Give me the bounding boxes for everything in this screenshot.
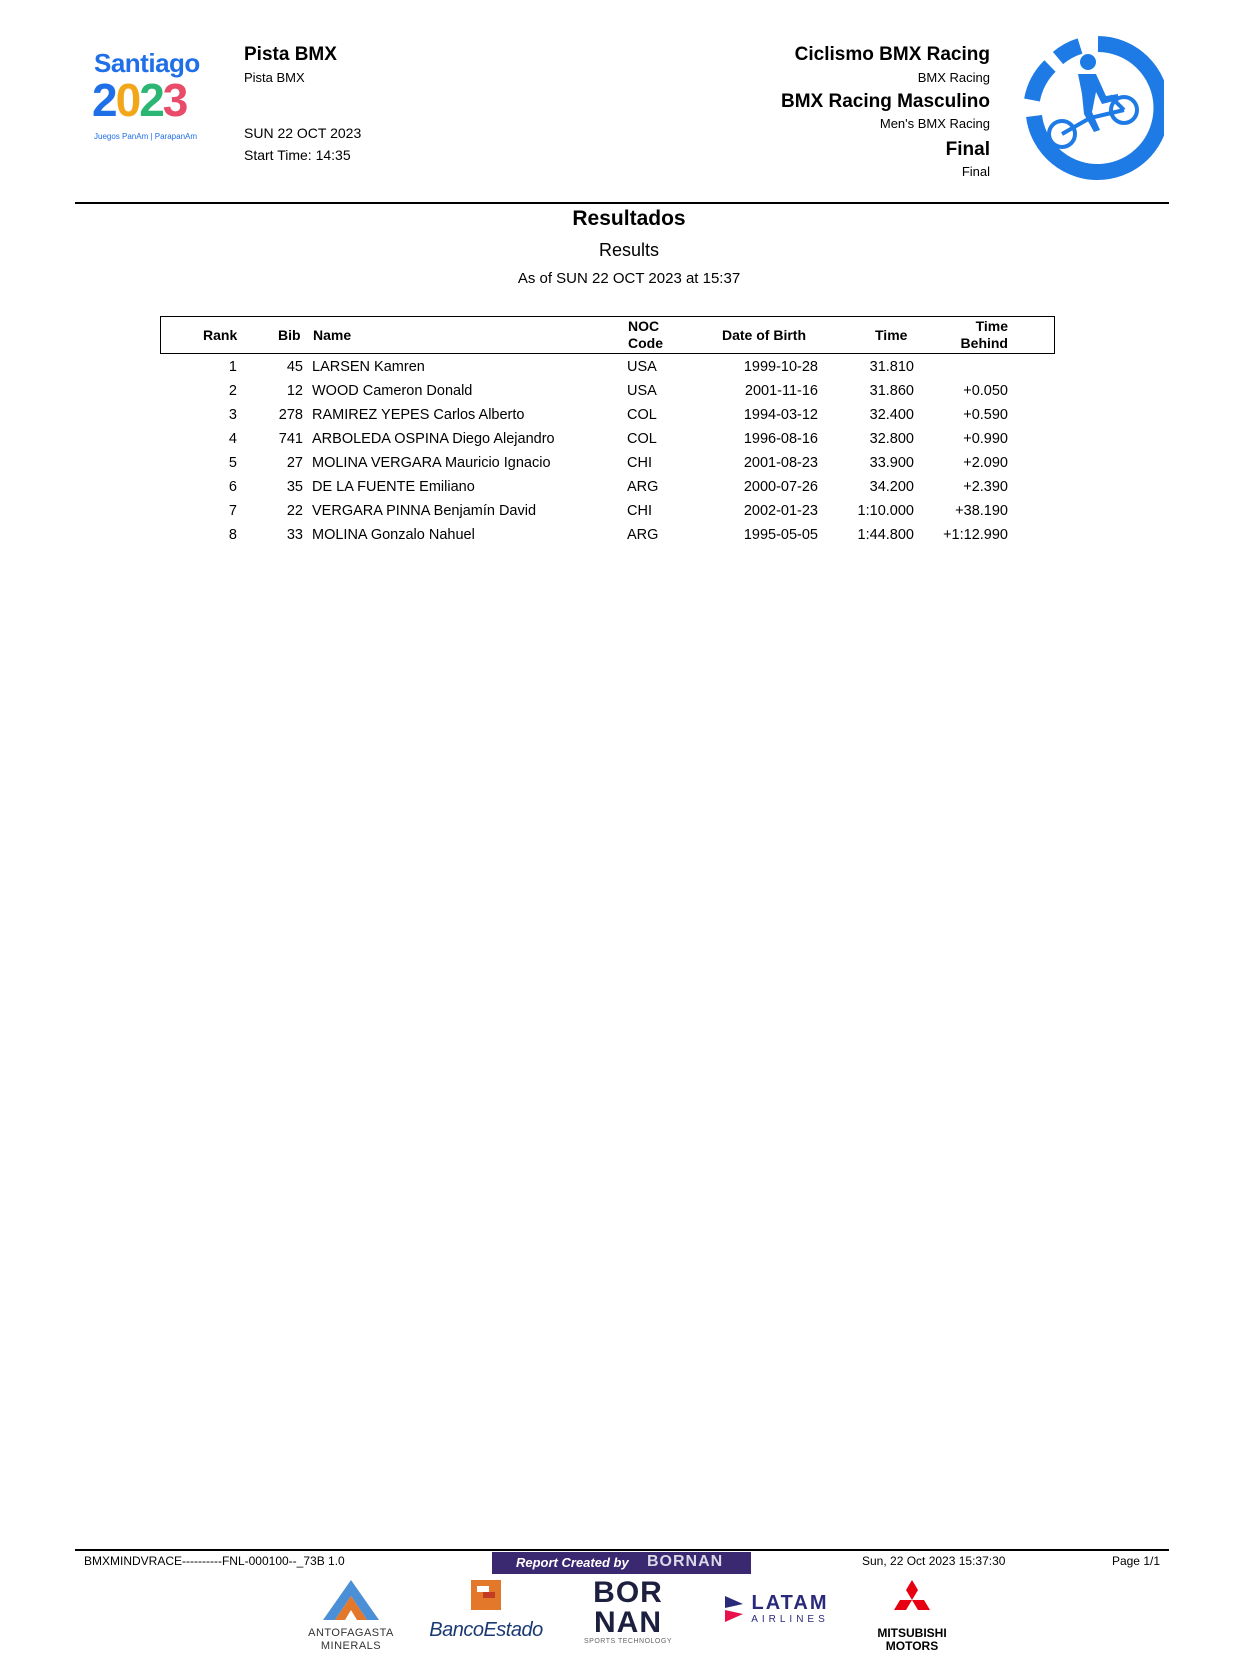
table-row (160, 404, 1055, 428)
discipline-subtitle: BMX Racing (917, 70, 990, 85)
header-divider (75, 202, 1169, 204)
cell-bib: 33 (286, 527, 303, 543)
cell-behind: +0.590 (963, 407, 1008, 423)
cell-behind: +0.990 (963, 431, 1008, 447)
col-header-noc-line2: Code (628, 335, 663, 351)
cell-name: MOLINA VERGARA Mauricio Ignacio (312, 455, 551, 471)
cell-name: RAMIREZ YEPES Carlos Alberto (312, 407, 525, 423)
cell-rank: 2 (228, 383, 237, 399)
cell-time: 34.200 (869, 479, 914, 495)
report-created-by-label: Report Created by (516, 1555, 629, 1570)
col-header-time: Time (875, 327, 908, 343)
cell-name: ARBOLEDA OSPINA Diego Alejandro (312, 431, 555, 447)
sponsor-label: LATAM (751, 1592, 829, 1614)
logo-tagline: Juegos PanAm | ParapanAm (94, 132, 198, 141)
sponsor-label: ANTOFAGASTA (308, 1627, 394, 1639)
antofagasta-logo-icon (321, 1578, 381, 1622)
table-row (160, 428, 1055, 452)
sponsor-label: MOTORS (885, 1639, 939, 1653)
event-date: SUN 22 OCT 2023 (244, 125, 362, 141)
bornan-logo: BORNAN (647, 1553, 724, 1570)
latam-logo-icon (723, 1594, 745, 1624)
logo-digit: 0 (115, 74, 140, 126)
cell-time: 32.800 (869, 431, 914, 447)
cell-name: VERGARA PINNA Benjamín David (312, 503, 537, 519)
cell-rank: 5 (228, 455, 237, 471)
start-time: Start Time: 14:35 (244, 147, 351, 163)
footer-divider (75, 1549, 1169, 1551)
cell-dob: 2002-01-23 (743, 503, 818, 519)
table-row (160, 452, 1055, 476)
logo-digit: 2 (92, 74, 116, 126)
cell-noc: CHI (627, 503, 652, 519)
cell-name: MOLINA Gonzalo Nahuel (312, 527, 475, 543)
col-header-name: Name (313, 327, 352, 343)
cell-bib: 22 (286, 503, 303, 519)
santiago-2023-logo (92, 48, 216, 148)
cell-noc: USA (627, 359, 657, 375)
event-subtitle: Men's BMX Racing (879, 116, 990, 131)
cell-dob: 2001-11-16 (744, 383, 818, 399)
cell-bib: 741 (278, 431, 303, 447)
cell-behind: +2.090 (963, 455, 1008, 471)
logo-wordmark: Santiago (94, 48, 200, 78)
venue-subtitle: Pista BMX (244, 70, 305, 85)
cell-noc: USA (627, 383, 657, 399)
cell-bib: 35 (286, 479, 303, 495)
sponsor-label: SPORTS TECHNOLOGY (584, 1638, 672, 1645)
bmx-rider-icon (1006, 34, 1164, 182)
cell-dob: 1994-03-12 (743, 407, 818, 423)
col-header-rank: Rank (203, 327, 238, 343)
cell-time: 1:44.800 (857, 527, 914, 543)
bancoestado-logo-icon (469, 1578, 503, 1612)
col-header-dob: Date of Birth (722, 327, 806, 343)
cell-dob: 1999-10-28 (743, 359, 818, 375)
mitsubishi-logo-icon (890, 1578, 934, 1622)
col-header-behind-line2: Behind (960, 335, 1008, 351)
cell-rank: 3 (228, 407, 237, 423)
report-code: BMXMINDVRACE----------FNL-000100--_73B 1.0 (84, 1554, 345, 1568)
cell-dob: 2001-08-23 (743, 455, 818, 471)
cell-time: 33.900 (869, 455, 914, 471)
cell-noc: ARG (627, 527, 659, 543)
cell-time: 32.400 (869, 407, 914, 423)
col-header-noc-line1: NOC (628, 318, 660, 334)
sponsor-mitsubishi (862, 1578, 962, 1658)
logo-digit: 3 (162, 74, 187, 126)
venue-title: Pista BMX (244, 44, 337, 65)
logo-year (92, 74, 186, 126)
sponsor-bancoestado (424, 1578, 548, 1658)
cell-noc: COL (627, 407, 657, 423)
cell-time: 31.810 (869, 359, 914, 375)
cell-time: 31.860 (869, 383, 914, 399)
cell-time: 1:10.000 (857, 503, 914, 519)
sponsor-label: MINERALS (320, 1640, 382, 1652)
discipline-title: Ciclismo BMX Racing (794, 44, 990, 65)
logo-digit: 2 (139, 74, 163, 126)
report-created-by-banner (492, 1552, 751, 1574)
cell-behind: +38.190 (955, 503, 1008, 519)
page-number: Page 1/1 (1111, 1554, 1160, 1568)
phase-subtitle: Final (961, 164, 990, 179)
cell-behind: +1:12.990 (943, 527, 1008, 543)
sponsor-label: NAN (594, 1606, 662, 1639)
cell-rank: 4 (228, 431, 237, 447)
page-title: Resultados (572, 207, 686, 230)
cell-behind: +0.050 (963, 383, 1008, 399)
sponsor-label: AIRLINES (751, 1614, 829, 1625)
results-table-header (160, 316, 1055, 354)
cell-noc: CHI (627, 455, 652, 471)
col-header-noc (628, 318, 663, 352)
cell-bib: 278 (278, 407, 303, 423)
as-of-timestamp: As of SUN 22 OCT 2023 at 15:37 (517, 270, 741, 287)
page-subtitle: Results (598, 240, 660, 260)
cell-bib: 27 (286, 455, 303, 471)
results-table-body (160, 356, 1055, 548)
sponsor-label: BancoEstado (429, 1619, 543, 1641)
col-header-behind-line1: Time (975, 318, 1008, 334)
cell-bib: 12 (286, 383, 303, 399)
col-header-time-behind (961, 318, 1008, 352)
cell-rank: 8 (228, 527, 237, 543)
table-row (160, 476, 1055, 500)
cell-rank: 7 (228, 503, 237, 519)
col-header-bib: Bib (278, 327, 301, 343)
cell-behind: +2.390 (963, 479, 1008, 495)
table-row (160, 524, 1055, 548)
cell-name: LARSEN Kamren (312, 359, 425, 375)
sponsor-antofagasta (296, 1578, 406, 1658)
table-row (160, 500, 1055, 524)
cell-dob: 1996-08-16 (743, 431, 818, 447)
cell-dob: 2000-07-26 (743, 479, 818, 495)
cell-name: DE LA FUENTE Emiliano (312, 479, 475, 495)
phase-title: Final (945, 139, 990, 160)
cell-noc: ARG (627, 479, 659, 495)
cell-rank: 6 (228, 479, 237, 495)
cell-name: WOOD Cameron Donald (312, 383, 473, 399)
sponsor-latam (716, 1592, 836, 1672)
event-title: BMX Racing Masculino (780, 91, 990, 112)
cell-bib: 45 (286, 359, 303, 375)
sponsor-bornan (582, 1578, 674, 1658)
report-timestamp: Sun, 22 Oct 2023 15:37:30 (862, 1554, 1006, 1568)
cell-dob: 1995-05-05 (743, 527, 818, 543)
sponsor-label: BOR (593, 1576, 663, 1609)
table-row (160, 356, 1055, 380)
sponsor-label: MITSUBISHI (877, 1626, 947, 1640)
cell-noc: COL (627, 431, 657, 447)
cell-rank: 1 (228, 359, 237, 375)
table-row (160, 380, 1055, 404)
